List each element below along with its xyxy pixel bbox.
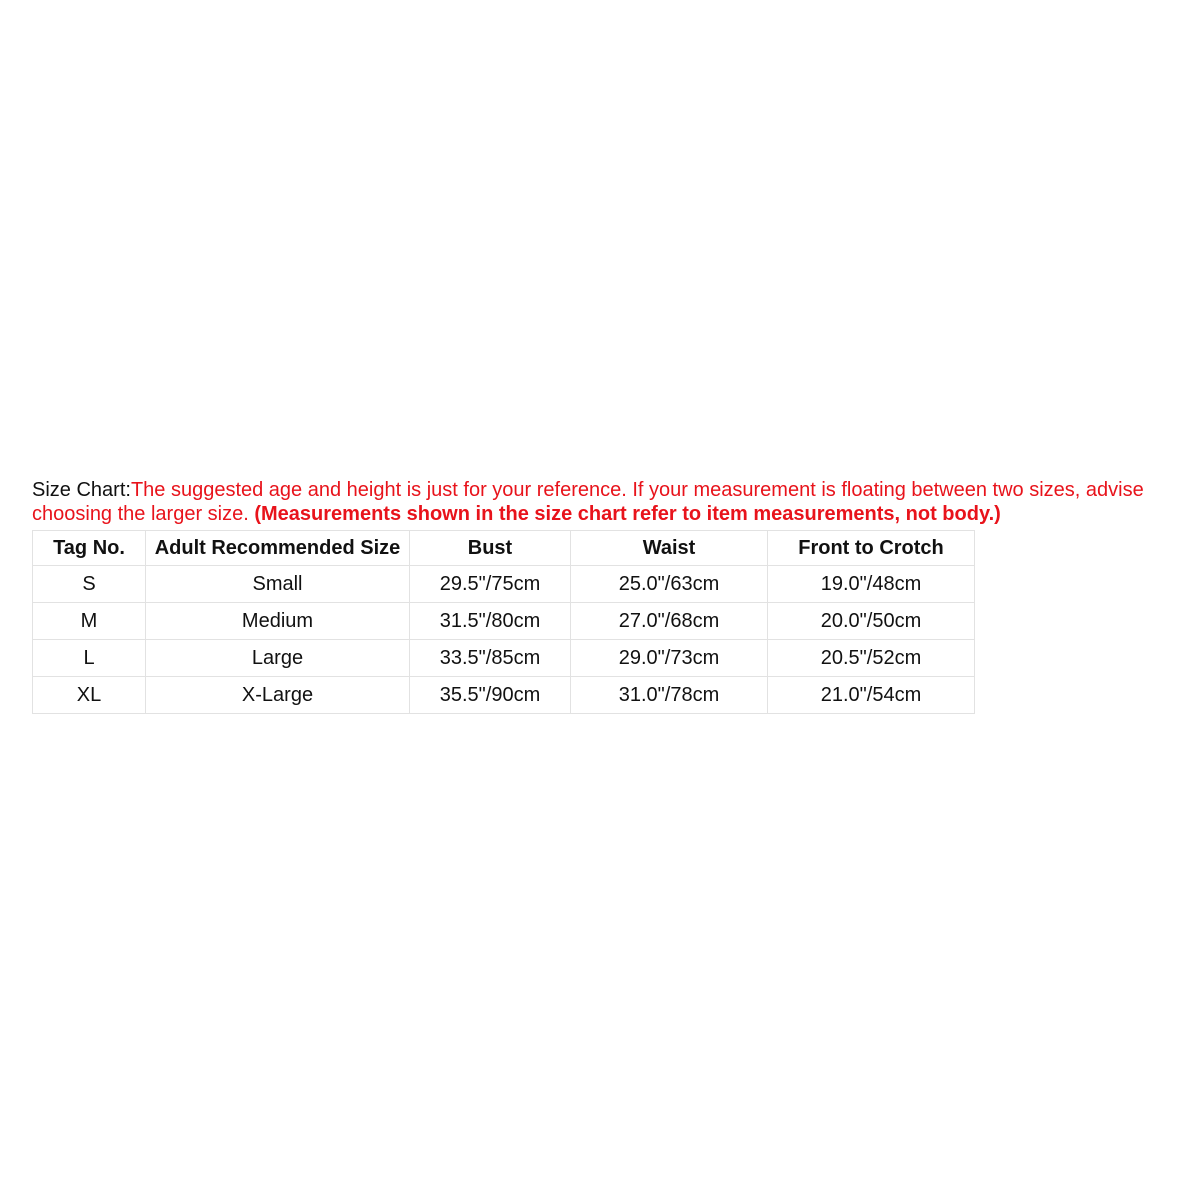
size-advice-note: The suggested age and height is just for your reference. If your measurement is floating between two sizes, advise choosing the larger size. <box>32 479 1144 525</box>
cell-tag-no: S <box>33 566 146 603</box>
cell-bust: 35.5"/90cm <box>410 677 571 714</box>
cell-recommended-size: Small <box>146 566 410 603</box>
cell-bust: 29.5"/75cm <box>410 566 571 603</box>
table-row <box>33 640 975 677</box>
cell-front-to-crotch: 20.5"/52cm <box>768 640 975 677</box>
cell-recommended-size: Medium <box>146 603 410 640</box>
cell-tag-no: XL <box>33 677 146 714</box>
cell-bust: 33.5"/85cm <box>410 640 571 677</box>
measurement-disclaimer: (Measurements shown in the size chart refer to item measurements, not body.) <box>254 503 1001 525</box>
size-table <box>32 530 975 714</box>
cell-waist: 31.0"/78cm <box>571 677 768 714</box>
size-chart <box>32 478 1182 714</box>
cell-recommended-size: Large <box>146 640 410 677</box>
header-waist: Waist <box>571 531 768 566</box>
cell-front-to-crotch: 20.0"/50cm <box>768 603 975 640</box>
table-row <box>33 603 975 640</box>
cell-waist: 27.0"/68cm <box>571 603 768 640</box>
cell-tag-no: L <box>33 640 146 677</box>
size-chart-intro <box>32 478 1182 526</box>
size-chart-label: Size Chart: <box>32 479 131 501</box>
table-row <box>33 677 975 714</box>
table-row <box>33 566 975 603</box>
cell-waist: 25.0"/63cm <box>571 566 768 603</box>
cell-tag-no: M <box>33 603 146 640</box>
table-header-row <box>33 531 975 566</box>
cell-front-to-crotch: 21.0"/54cm <box>768 677 975 714</box>
cell-front-to-crotch: 19.0"/48cm <box>768 566 975 603</box>
header-tag-no: Tag No. <box>33 531 146 566</box>
cell-bust: 31.5"/80cm <box>410 603 571 640</box>
cell-waist: 29.0"/73cm <box>571 640 768 677</box>
header-bust: Bust <box>410 531 571 566</box>
header-front-to-crotch: Front to Crotch <box>768 531 975 566</box>
header-adult-recommended-size: Adult Recommended Size <box>146 531 410 566</box>
cell-recommended-size: X-Large <box>146 677 410 714</box>
